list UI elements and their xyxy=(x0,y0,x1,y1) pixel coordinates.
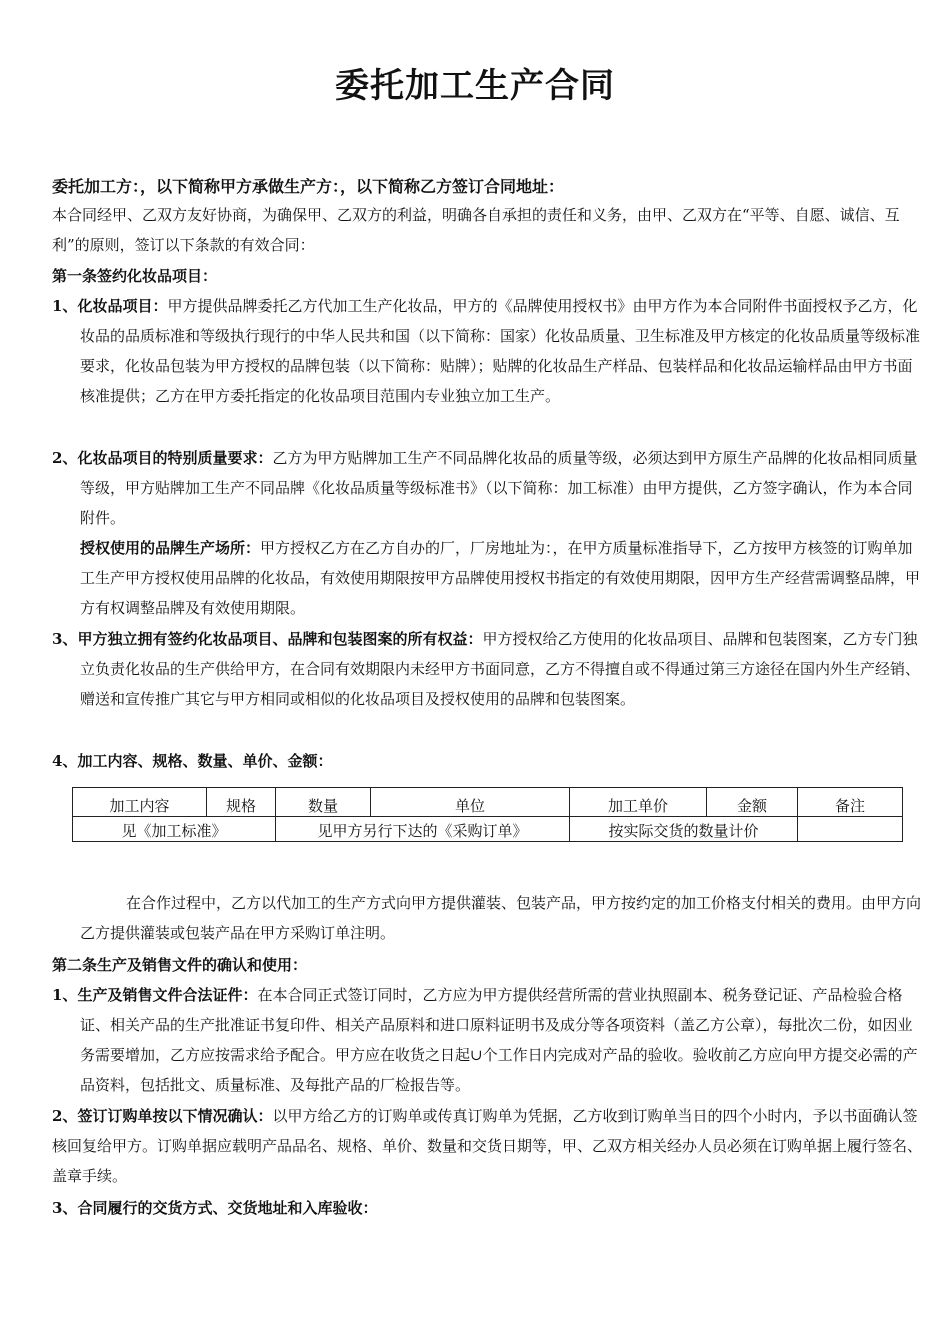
item-label: 合同履行的交货方式、交货地址和入库验收： xyxy=(77,1199,378,1217)
table-header-row xyxy=(73,788,903,817)
article1-item3 xyxy=(52,624,922,714)
paragraph-label: 授权使用的品牌生产场所： xyxy=(80,539,261,557)
article1-heading: 第一条签约化妆品项目： xyxy=(52,267,218,285)
article2-item3 xyxy=(52,1193,922,1223)
table-header-cell: 金额 xyxy=(707,788,798,817)
table-row xyxy=(73,817,903,842)
paragraph-text: 甲方授权乙方在乙方自办的厂，厂房地址为：，在甲方质量标准指导下，乙方按甲方核签的订购单加工生产甲方授权使用品牌的化妆品，有效使用期限按甲方品牌使用授权书指定的有效使用期限，因甲方生产经营需调整品牌，甲方有权调整品牌及有效使用期限。 xyxy=(80,539,921,617)
item-text: 在本合同正式签订同时，乙方应为甲方提供经营所需的营业执照副本、税务登记证、产品检验合格证、相关产品的生产批准证书复印件、相关产品原料和进口原料证明书及成分等各项资料（盖乙方公章），每批次二份，如因业务需要增加，乙方应按需求给予配合。甲方应在收货之日起∪个工作日内完成对产品的验收。验收前乙方应向甲方提交必需的产品资料，包括批文、质量标准、及每批产品的厂检报告等。 xyxy=(80,986,918,1094)
item-text: 甲方提供品牌委托乙方代加工生产化妆品，甲方的《品牌使用授权书》由甲方作为本合同附件书面授权予乙方，化妆品的品质标准和等级执行现行的中华人民共和国（以下简称：国家）化妆品质量、卫生标准及甲方核定的化妆品质量等级标准要求，化妆品包装为甲方授权的品牌包装（以下简称：贴牌）；贴牌的化妆品生产样品、包装样品和化妆品运输样品由甲方书面核准提供；乙方在甲方委托指定的化妆品项目范围内专业独立加工生产。 xyxy=(80,297,921,405)
item-number: 4、 xyxy=(52,752,78,770)
document-title: 委托加工生产合同 xyxy=(335,66,615,106)
article1-item2 xyxy=(52,443,922,533)
table-cell: 见甲方另行下达的《采购订单》 xyxy=(276,817,570,842)
table-header-cell: 数量 xyxy=(276,788,371,817)
item-label: 化妆品项目的特别质量要求： xyxy=(77,449,273,467)
intro-heading: 委托加工方：，以下简称甲方承做生产方：，以下简称乙方签订合同地址： xyxy=(52,177,565,196)
item-label: 加工内容、规格、数量、单价、金额： xyxy=(77,752,333,770)
item-number: 1、 xyxy=(52,986,78,1004)
article1-item4 xyxy=(52,746,922,776)
processing-table xyxy=(72,787,903,842)
article1-item1 xyxy=(52,291,922,411)
item-number: 2、 xyxy=(52,1107,78,1125)
article2-item1 xyxy=(52,980,922,1100)
article2-item2 xyxy=(52,1101,922,1191)
intro-text: 本合同经甲、乙双方友好协商，为确保甲、乙双方的利益，明确各自承担的责任和义务，由甲、乙双方在“平等、自愿、诚信、互利”的原则，签订以下条款的有效合同： xyxy=(52,206,900,254)
authorized-site-paragraph xyxy=(80,533,922,623)
item-number: 1、 xyxy=(52,297,78,315)
item-label: 化妆品项目： xyxy=(77,297,168,315)
table-header-cell: 规格 xyxy=(207,788,276,817)
item-label: 甲方独立拥有签约化妆品项目、品牌和包装图案的所有权益： xyxy=(77,630,483,648)
item-text: 乙方为甲方贴牌加工生产不同品牌化妆品的质量等级，必须达到甲方原生产品牌的化妆品相同质量等级，甲方贴牌加工生产不同品牌《化妆品质量等级标准书》（以下简称：加工标准）由甲方提供，乙方签字确认，作为本合同附件。 xyxy=(80,449,918,527)
table-header-cell: 加工单价 xyxy=(570,788,707,817)
item-text: 甲方授权给乙方使用的化妆品项目、品牌和包装图案，乙方专门独立负责化妆品的生产供给甲方，在合同有效期限内未经甲方书面同意，乙方不得擅自或不得通过第三方途径在国内外生产经销、赠送和宣传推广其它与甲方相同或相似的化妆品项目及授权使用的品牌和包装图案。 xyxy=(80,630,921,708)
table-header-cell: 单位 xyxy=(371,788,570,817)
table-cell: 按实际交货的数量计价 xyxy=(570,817,798,842)
item-label: 签订订购单按以下情况确认： xyxy=(77,1107,273,1125)
item-label: 生产及销售文件合法证件： xyxy=(77,986,258,1004)
item-number: 3、 xyxy=(52,630,78,648)
table-cell: 见《加工标准》 xyxy=(73,817,276,842)
article2-heading: 第二条生产及销售文件的确认和使用： xyxy=(52,956,308,974)
item-text: 以甲方给乙方的订购单或传真订购单为凭据，乙方收到订购单当日的四个小时内，予以书面确认签核回复给甲方。订购单据应载明产品品名、规格、单价、数量和交货日期等，甲、乙双方相关经办人员必须在订购单据上履行签名、盖章手续。 xyxy=(52,1107,923,1185)
after-table-paragraph: 在合作过程中，乙方以代加工的生产方式向甲方提供灌装、包装产品，甲方按约定的加工价格支付相关的费用。由甲方向乙方提供灌装或包装产品在甲方采购订单注明。 xyxy=(80,894,922,942)
table-cell xyxy=(798,817,903,842)
table-header-cell: 备注 xyxy=(798,788,903,817)
table-header-cell: 加工内容 xyxy=(73,788,207,817)
item-number: 3、 xyxy=(52,1199,78,1217)
item-number: 2、 xyxy=(52,449,78,467)
